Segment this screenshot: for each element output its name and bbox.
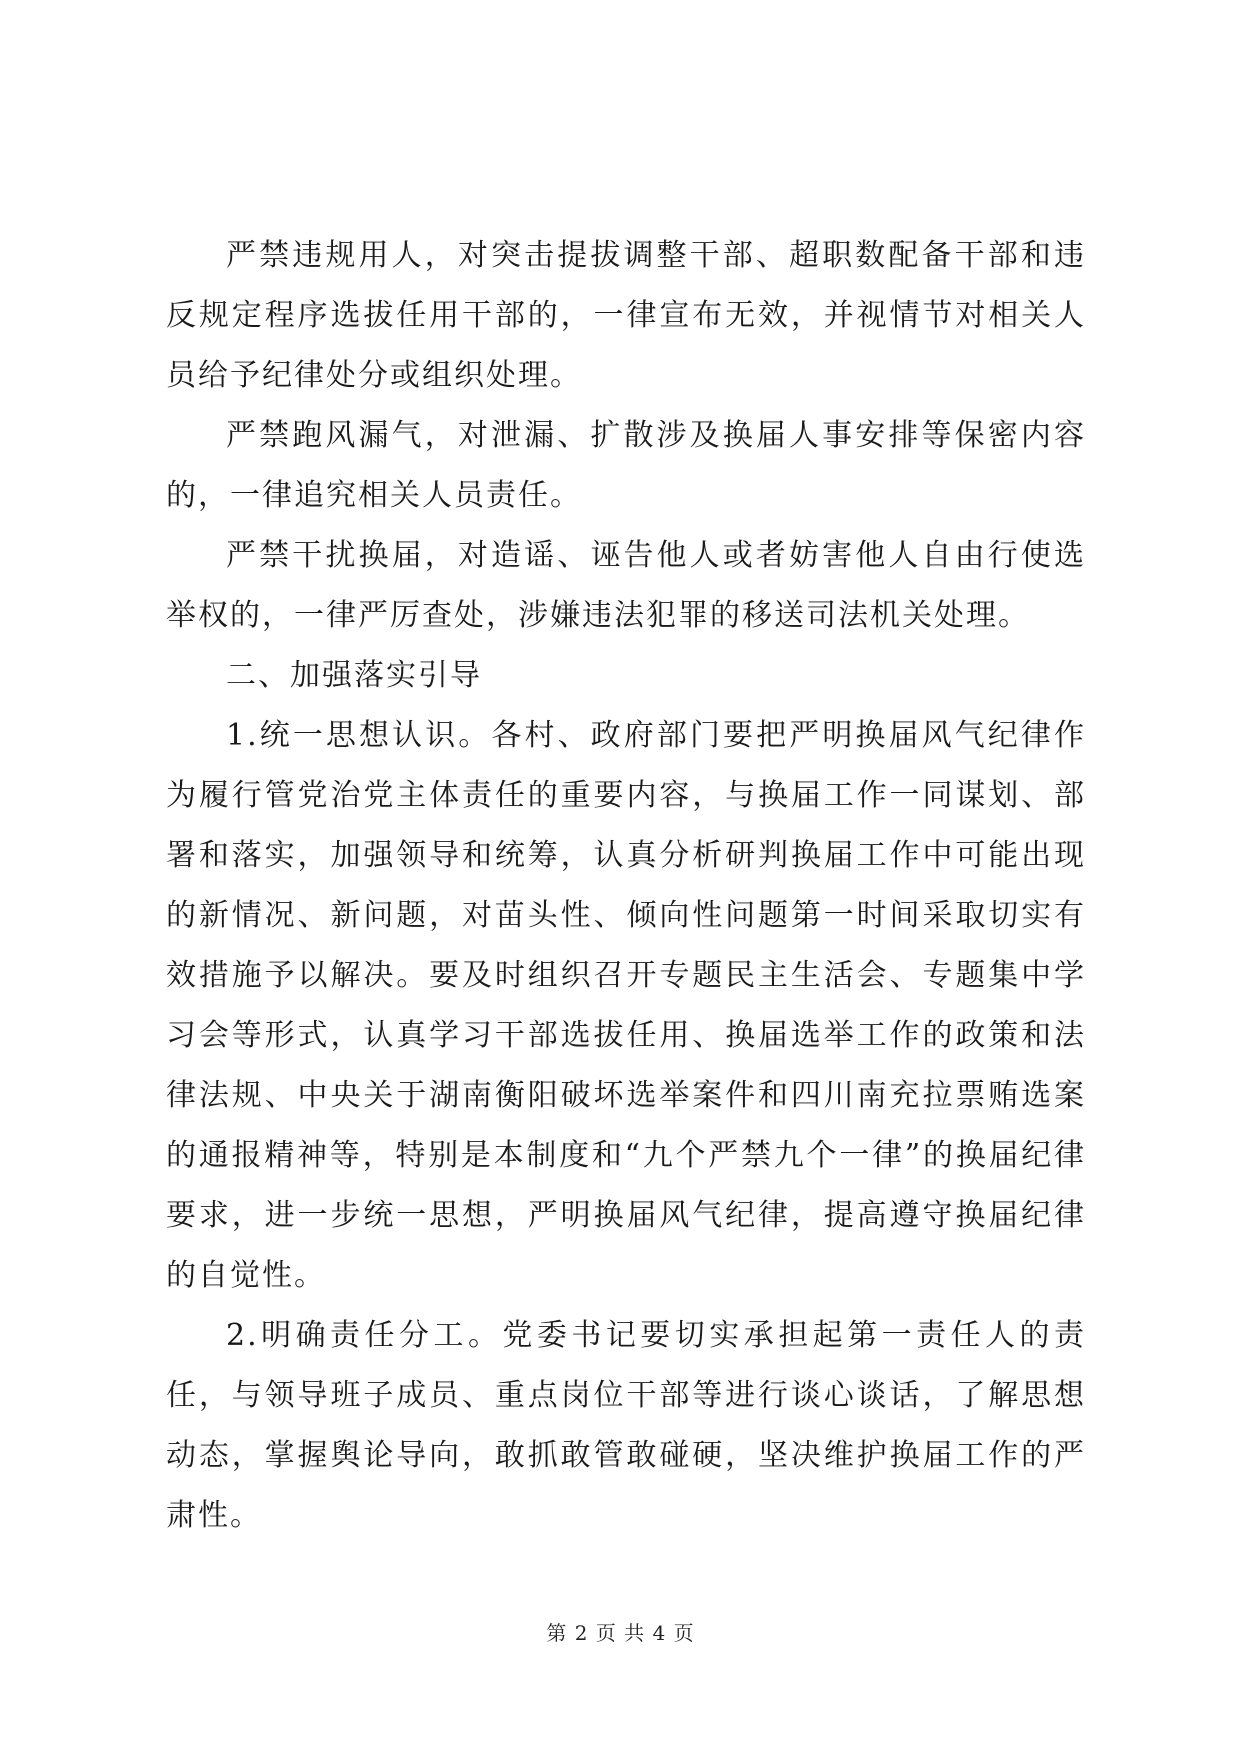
paragraph-ban-leaks: 严禁跑风漏气，对泄漏、扩散涉及换届人事安排等保密内容的，一律追究相关人员责任。 [166, 418, 1086, 513]
paragraph-clarify-responsibility: 2.明确责任分工。党委书记要切实承担起第一责任人的责任，与领导班子成员、重点岗位干部等进行谈心谈话，了解思想动态，掌握舆论导向，敢抓敢管敢碰硬，坚决维护换届工作的严肃性。 [166, 1318, 1086, 1533]
section-heading: 二、加强落实引导 [226, 658, 482, 693]
document-body [166, 226, 1086, 1546]
paragraph-ban-interference: 严禁干扰换届，对造谣、诬告他人或者妨害他人自由行使选举权的，一律严厉查处，涉嫌违法犯罪的移送司法机关处理。 [166, 538, 1086, 633]
paragraph-unify-thinking: 1.统一思想认识。各村、政府部门要把严明换届风气纪律作为履行管党治党主体责任的重要内容，与换届工作一同谋划、部署和落实，加强领导和统筹，认真分析研判换届工作中可能出现的新情况、新问题，对苗头性、倾向性问题第一时间采取切实有效措施予以解决。要及时组织召开专题民主生活会、专题集中学习会等形式，认真学习干部选拔任用、换届选举工作的政策和法律法规、中央关于湖南衡阳破坏选举案件和四川南充拉票贿选案的通报精神等，特别是本制度和“九个严禁九个一律”的换届纪律要求，进一步统一思想，严明换届风气纪律，提高遵守换届纪律的自觉性。 [166, 718, 1086, 1293]
paragraph-ban-irregular-appointments: 严禁违规用人，对突击提拔调整干部、超职数配备干部和违反规定程序选拔任用干部的，一律宣布无效，并视情节对相关人员给予纪律处分或组织处理。 [166, 238, 1086, 393]
page-footer: 第 2 页 共 4 页 [546, 1621, 695, 1645]
